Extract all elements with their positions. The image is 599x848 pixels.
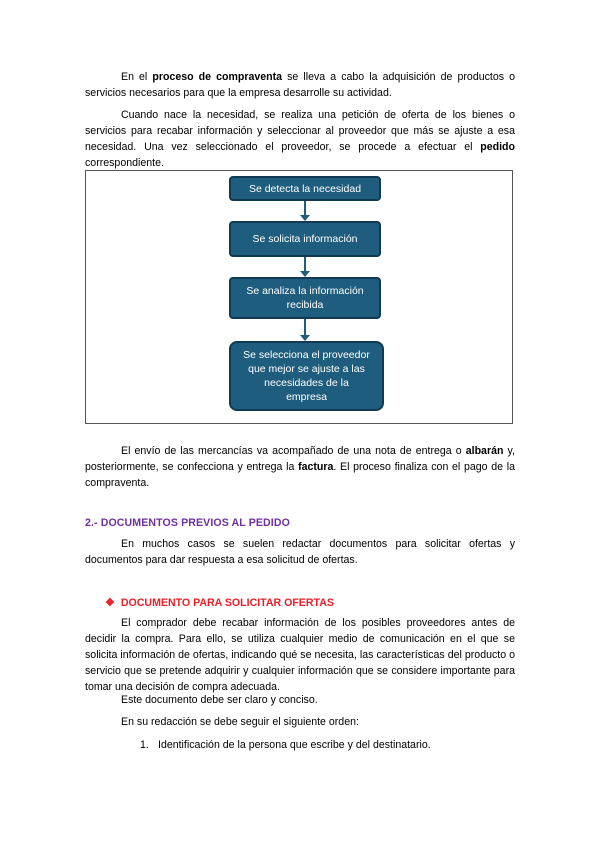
- list-item-text: Identificación de la persona que escribe y del destinatario.: [158, 739, 431, 751]
- flow-step-request: [229, 221, 381, 257]
- delivery-bold-factura: factura: [298, 461, 334, 473]
- flow-step-request-label: Se solicita información: [252, 233, 358, 245]
- subsection-text: El comprador debe recabar información de los posibles proveedores antes de decidir la compra. Para ello, se utiliza cualquier medio de comunicación en el que se solicita información de ofertas, indicando qué se necesita, las características del producto o servicio que se pretende adquirir y cualquier información que se considere importante para tomar una decisión de compra adecuada.: [85, 617, 515, 693]
- section-paragraph: [85, 536, 515, 568]
- flow-step-analyze: [229, 277, 381, 319]
- list-item: [140, 737, 431, 753]
- intro-paragraph: [85, 69, 515, 101]
- delivery-text-end: . El proceso finaliza con el pago de la compraventa.: [85, 461, 516, 489]
- flow-step-select-label: Se selecciona el proveedor que mejor se ajuste a las necesidades de la empresa: [243, 349, 370, 403]
- order-line: En su redacción se debe seguir el siguiente orden:: [121, 716, 359, 728]
- list-item-number: 1.: [140, 739, 149, 751]
- need-text-end: correspondiente.: [85, 157, 164, 169]
- flow-step-analyze-label: Se analiza la información recibida: [246, 285, 364, 311]
- delivery-paragraph: [85, 443, 515, 491]
- flow-step-detect: [229, 176, 381, 201]
- subsection-heading-text: DOCUMENTO PARA SOLICITAR OFERTAS: [120, 597, 334, 609]
- clarity-line: Este documento debe ser claro y conciso.: [121, 694, 318, 706]
- intro-text: En el: [121, 71, 153, 83]
- intro-text-end: se lleva a cabo la adquisición de productos o servicios necesarios para que la empresa desarrolle su actividad.: [85, 71, 515, 99]
- need-bold-term: pedido: [480, 141, 515, 153]
- need-paragraph: [85, 107, 515, 171]
- subsection-paragraph: [85, 615, 515, 695]
- section-heading: 2.- DOCUMENTOS PREVIOS AL PEDIDO: [85, 517, 290, 529]
- subsection-heading: [105, 596, 334, 609]
- intro-bold-term: proceso de compraventa: [152, 71, 283, 83]
- delivery-text: El envío de las mercancías va acompañado de una nota de entrega o: [121, 445, 466, 457]
- diamond-bullet-icon: ❖: [105, 597, 115, 609]
- delivery-bold-albaran: albarán: [465, 445, 504, 457]
- delivery-text-mid: y, posteriormente, se confecciona y entrega la: [85, 445, 515, 473]
- flow-step-detect-label: Se detecta la necesidad: [248, 182, 362, 195]
- flow-step-select: [229, 341, 384, 411]
- section-text: En muchos casos se suelen redactar documentos para solicitar ofertas y documentos para dar respuesta a esa solicitud de ofertas.: [85, 538, 515, 566]
- need-text: Cuando nace la necesidad, se realiza una petición de oferta de los bienes o servicios para recabar información y seleccionar al proveedor que más se ajuste a esa necesidad. Una vez seleccionado el proveedor, se procede a efectuar el: [85, 109, 515, 153]
